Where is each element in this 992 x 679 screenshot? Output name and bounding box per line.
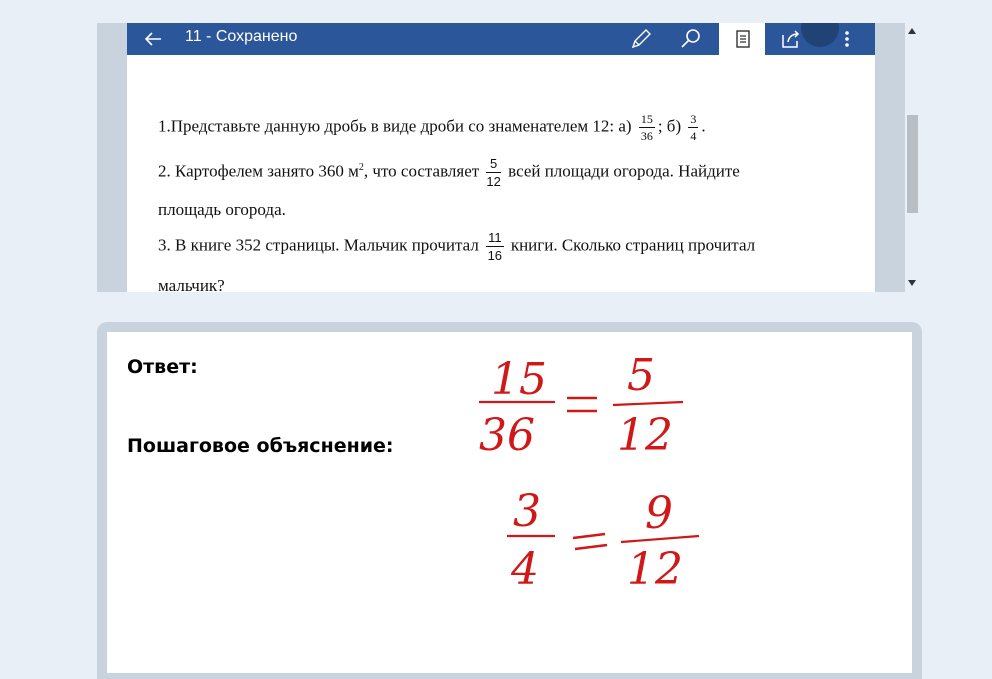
task-1-text: 1.Представьте данную дробь в виде дроби со знаменателем 12: а)	[158, 116, 632, 136]
fraction-11-16: $\frac{11}{16}$	[487, 230, 503, 263]
more-vertical-icon[interactable]	[835, 27, 859, 51]
task-2-line-2: площадь огорода.	[158, 200, 286, 219]
scroll-up-arrow-icon[interactable]	[908, 28, 916, 34]
eq1-left-numerator: 15	[491, 354, 547, 405]
answer-card	[97, 322, 922, 679]
scroll-down-arrow-icon[interactable]	[908, 280, 916, 286]
document-screenshot	[97, 23, 919, 292]
document-page	[127, 55, 875, 292]
eq2-left-denominator: 4	[511, 544, 539, 595]
app-toolbar	[127, 23, 875, 55]
share-icon[interactable]	[779, 27, 803, 51]
fraction-15-36: $\frac{15}{36}$	[640, 112, 653, 143]
answer-content	[107, 332, 912, 673]
reading-view-icon[interactable]	[731, 27, 755, 51]
task-3-line: 3. В книге 352 страницы. Мальчик прочитал $\frac{11}{16}$ книги. Сколько страниц прочитал	[158, 230, 756, 263]
eq2-right-numerator: 9	[645, 488, 673, 539]
vertical-scrollbar[interactable]	[905, 23, 919, 292]
eq2-right-denominator: 12	[627, 544, 683, 595]
back-arrow-icon[interactable]	[141, 27, 165, 51]
document-title: 11 - Сохранено	[185, 28, 298, 45]
search-icon[interactable]	[679, 27, 703, 51]
user-avatar[interactable]	[801, 23, 839, 47]
answer-label: Ответ:	[127, 356, 198, 378]
eq1-right-fraction-bar	[613, 402, 683, 405]
eq2-equals-sign	[573, 534, 607, 549]
eq2-left-numerator: 3	[513, 486, 541, 537]
eq1-left-denominator: 36	[479, 410, 535, 461]
task-3-line-2: мальчик?	[158, 276, 225, 292]
explanation-label: Пошаговое объяснение:	[127, 435, 394, 457]
task-2-line: 2. Картофелем занято 360 $м^2$, что составляет $\frac{5}{12}$ всей площади огорода. Найдите	[158, 156, 740, 189]
eq1-right-numerator: 5	[627, 350, 655, 401]
handwritten-solution	[107, 332, 912, 673]
pen-icon[interactable]	[629, 27, 653, 51]
eq1-right-denominator: 12	[617, 410, 673, 461]
eq1-equals-sign	[567, 398, 597, 411]
task-1-separator: ; б)	[657, 116, 682, 136]
task-1-line: 1.Представьте данную дробь в виде дроби со знаменателем 12: а) $\frac{15}{36}$ ; б) $\frac{3}{4}$ .	[158, 112, 706, 143]
fraction-3-4: $\frac{3}{4}$	[690, 112, 697, 143]
scrollbar-thumb[interactable]	[907, 115, 918, 213]
fraction-5-12: $\frac{5}{12}$	[486, 156, 501, 189]
